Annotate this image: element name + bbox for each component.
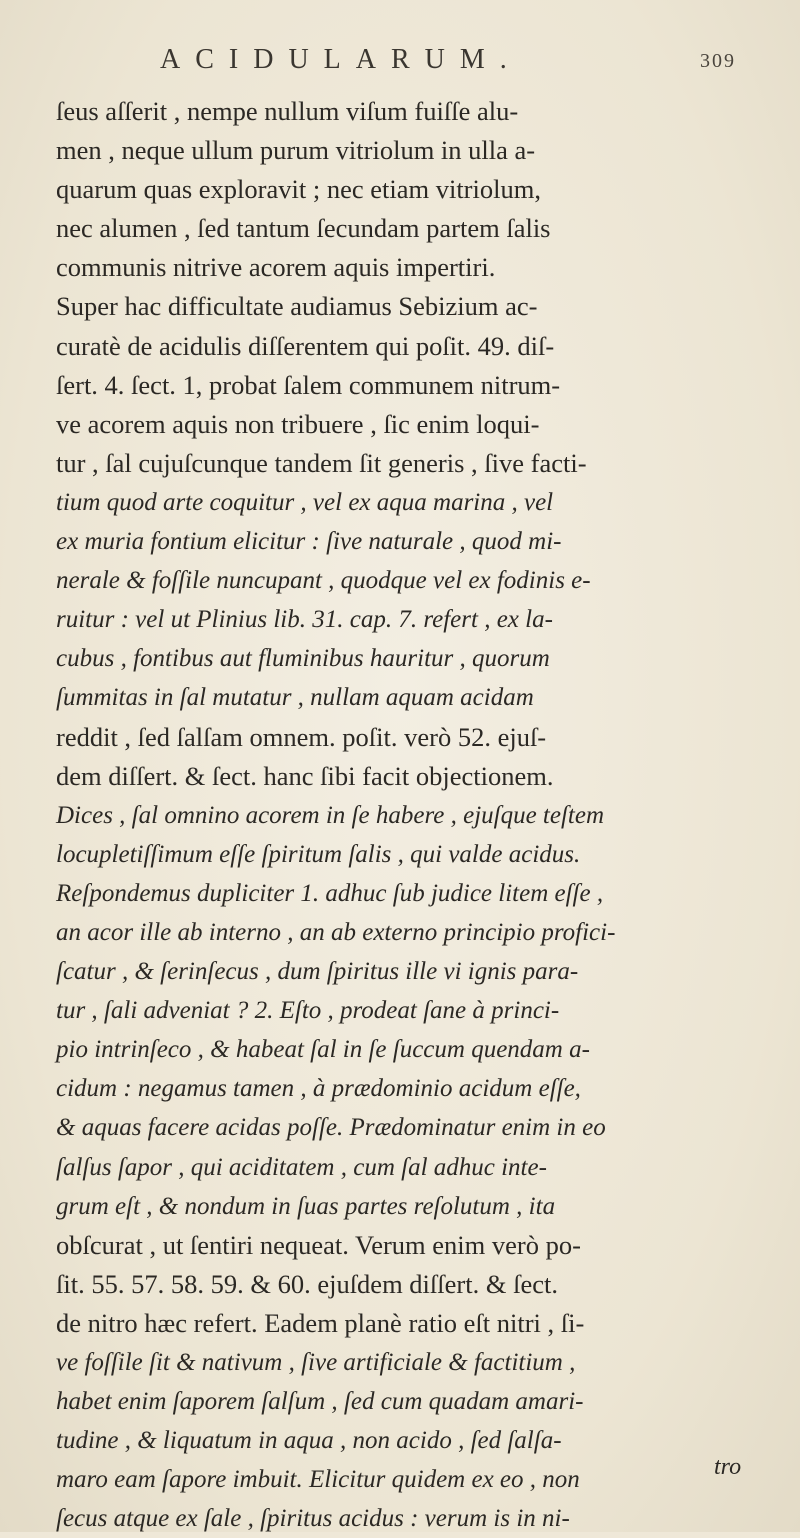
- text-line: ve foſſile ſit & nativum , ſive artificiale & factitium ,: [56, 1349, 576, 1376]
- text-line: locupletiſſimum eſſe ſpiritum ſalis , qui valde acidus.: [56, 840, 581, 868]
- page-number: 309: [700, 50, 736, 72]
- text-line: tium quod arte coquitur , vel ex aqua marina , vel: [56, 488, 554, 516]
- text-line: an acor ille ab interno , an ab externo principio profici-: [56, 918, 616, 946]
- text-line: tur , ſal cujuſcunque tandem ſit generis , ſive facti-: [56, 447, 587, 478]
- body-text: [56, 92, 766, 1538]
- catchword: tro: [714, 1454, 742, 1480]
- text-line: quarum quas exploravit ; nec etiam vitriolum,: [56, 174, 541, 205]
- text-line: nerale & foſſile nuncupant , quodque vel ex fodinis e-: [56, 567, 591, 595]
- running-title: ACIDULARUM.: [160, 44, 522, 75]
- text-line: & aquas facere acidas poſſe. Prædominatur enim in eo: [56, 1114, 606, 1142]
- text-line: ſecus atque ex ſale , ſpiritus acidus : verum is in ni-: [56, 1505, 570, 1533]
- text-line: Super hac difficultate audiamus Sebizium ac-: [56, 291, 538, 322]
- text-line: grum eſt , & nondum in ſuas partes reſolutum , ita: [56, 1192, 556, 1220]
- text-line: ſcatur , & ſerinſecus , dum ſpiritus ille vi ignis para-: [56, 958, 579, 986]
- text-line: Reſpondemus dupliciter 1. adhuc ſub judice litem eſſe ,: [56, 879, 604, 907]
- text-line: ſummitas in ſal mutatur , nullam aquam acidam: [56, 684, 534, 712]
- text-line: reddit , ſed ſalſam omnem. poſit. verò 52. ejuſ-: [56, 721, 547, 752]
- text-line: de nitro hæc refert. Eadem planè ratio eſt nitri , ſi-: [56, 1307, 585, 1338]
- text-line: dem diſſert. & ſect. hanc ſibi facit objectionem.: [56, 760, 554, 791]
- text-line: maro eam ſapore imbuit. Elicitur quidem ex eo , non: [56, 1466, 580, 1494]
- text-line: ve acorem aquis non tribuere , ſic enim loqui-: [56, 408, 540, 439]
- text-line: cidum : negamus tamen , à prædominio acidum eſſe,: [56, 1075, 581, 1103]
- text-line: obſcurat , ut ſentiri nequeat. Verum enim verò po-: [56, 1229, 581, 1260]
- text-line: ſalſus ſapor , qui aciditatem , cum ſal adhuc inte-: [56, 1153, 547, 1181]
- page-header: [0, 44, 800, 84]
- text-line: Dices , ſal omnino acorem in ſe habere , ejuſque teſtem: [56, 801, 605, 829]
- text-line: curatè de acidulis diſſerentem qui poſit. 49. diſ-: [56, 330, 555, 361]
- text-line: men , neque ullum purum vitriolum in ulla a-: [56, 135, 536, 166]
- text-line: nec alumen , ſed tantum ſecundam partem ſalis: [56, 213, 551, 244]
- text-line: pio intrinſeco , & habeat ſal in ſe ſuccum quendam a-: [56, 1036, 590, 1064]
- text-line: communis nitrive acorem aquis impertiri.: [56, 252, 496, 283]
- text-line: ſert. 4. ſect. 1, probat ſalem communem nitrum-: [56, 369, 561, 400]
- text-line: ſeus aſſerit , nempe nullum viſum fuiſſe alu-: [56, 96, 519, 126]
- text-line: habet enim ſaporem ſalſum , ſed cum quadam amari-: [56, 1388, 584, 1416]
- text-line: ſit. 55. 57. 58. 59. & 60. ejuſdem diſſert. & ſect.: [56, 1268, 558, 1299]
- text-line: ex muria fontium elicitur : ſive naturale , quod mi-: [56, 528, 562, 556]
- text-line: cubus , fontibus aut fluminibus hauritur , quorum: [56, 645, 550, 673]
- text-line: ruitur : vel ut Plinius lib. 31. cap. 7. refert , ex la-: [56, 606, 553, 634]
- text-line: tudine , & liquatum in aqua , non acido , ſed ſalſa-: [56, 1427, 562, 1455]
- text-line: tur , ſali adveniat ? 2. Eſto , prodeat ſane à princi-: [56, 997, 560, 1025]
